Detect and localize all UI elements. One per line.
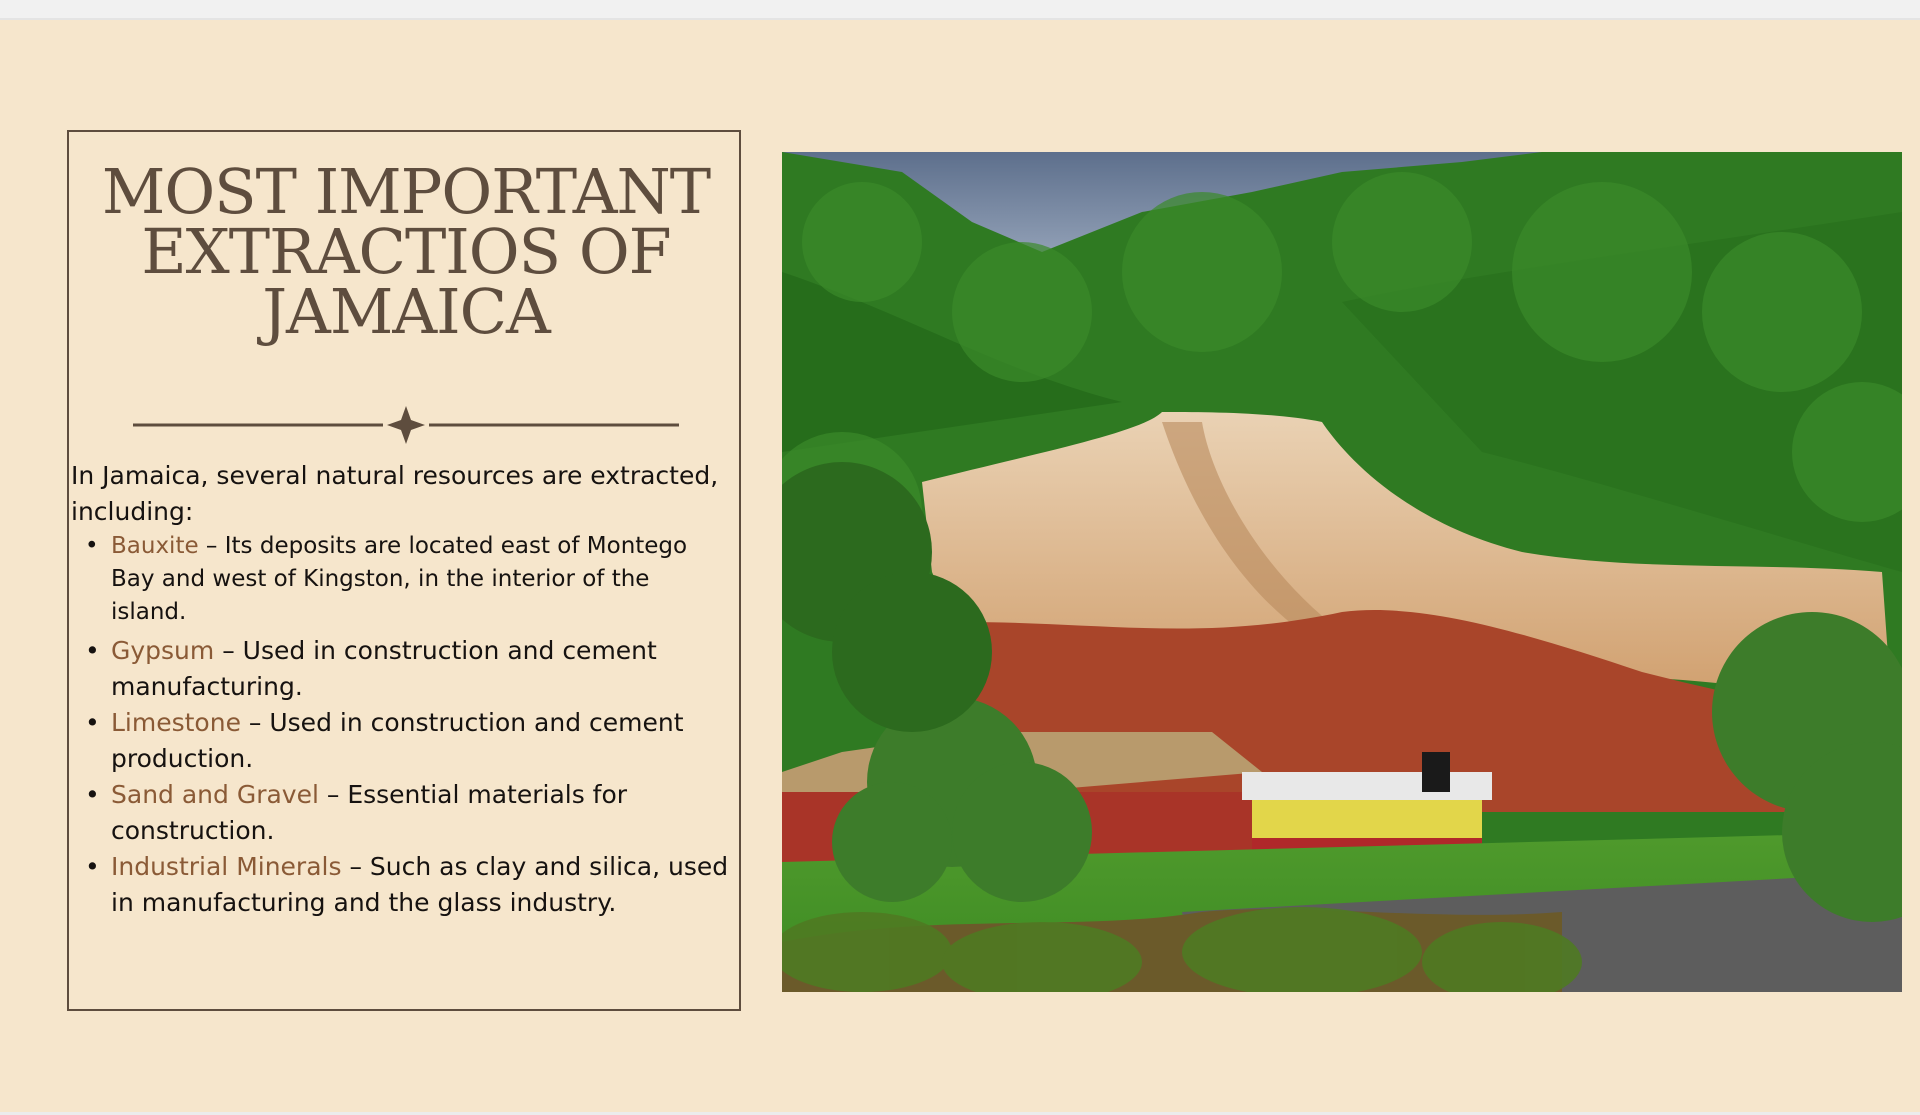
resource-list — [71, 530, 731, 921]
title-line-3: JAMAICA — [262, 275, 550, 348]
list-item — [85, 777, 731, 849]
bullet-icon: • — [85, 533, 99, 559]
resource-term: Gypsum — [111, 636, 215, 665]
resource-term: Sand and Gravel — [111, 780, 319, 809]
list-item — [85, 530, 731, 629]
resource-description: – Its deposits are located east of Montego Bay and west of Kingston, in the interior of the island. — [111, 533, 688, 625]
resource-description: – Essential materials for construction. — [111, 780, 628, 845]
list-item — [85, 849, 731, 921]
landslide-photo — [782, 152, 1902, 992]
intro-paragraph: In Jamaica, several natural resources are extracted, including: — [71, 461, 719, 526]
list-item — [85, 705, 731, 777]
resource-description: – Used in construction and cement production. — [111, 708, 684, 773]
resource-description: – Used in construction and cement manufacturing. — [111, 636, 657, 701]
slide-title — [69, 155, 743, 348]
bullet-icon: • — [85, 636, 100, 665]
text-card — [67, 130, 741, 1011]
resource-description: – Such as clay and silica, used in manufacturing and the glass industry. — [111, 852, 729, 917]
browser-top-bar — [0, 0, 1920, 20]
bullet-icon: • — [85, 852, 100, 881]
list-item — [85, 633, 731, 705]
title-line-1: MOST IMPORTANT — [101, 155, 711, 228]
resource-term: Industrial Minerals — [111, 852, 342, 881]
four-point-star-icon — [387, 406, 425, 444]
divider-ornament — [133, 404, 679, 446]
resource-term: Bauxite — [111, 533, 199, 559]
resource-term: Limestone — [111, 708, 241, 737]
title-line-2: EXTRACTIOS OF — [141, 215, 671, 288]
bullet-icon: • — [85, 780, 100, 809]
bullet-icon: • — [85, 708, 100, 737]
slide — [0, 20, 1920, 1112]
body-text — [71, 458, 731, 921]
